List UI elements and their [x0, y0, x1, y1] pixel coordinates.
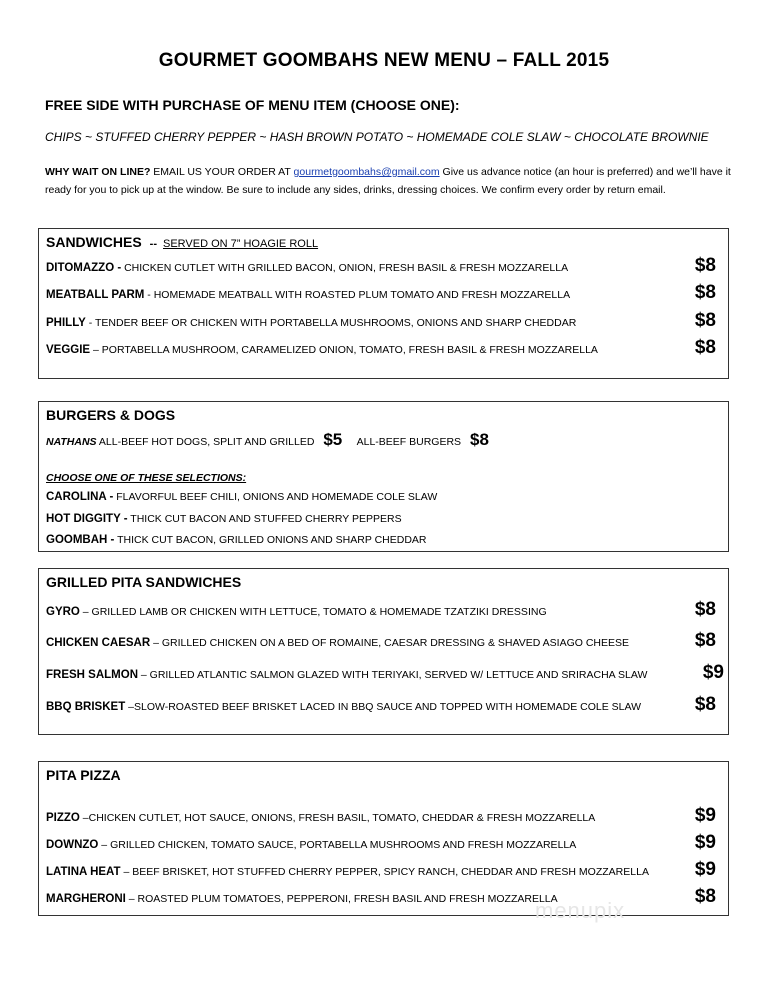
burgers-heading: BURGERS & DOGS — [46, 407, 176, 423]
item-name: CHICKEN CAESAR — [46, 637, 151, 649]
item-desc: – GRILLED ATLANTIC SALMON GLAZED WITH TERIYAKI, SERVED W/ LETTUCE AND SRIRACHA SLAW — [138, 669, 648, 681]
dogs-burgers-line — [46, 430, 501, 450]
item-desc: – GRILLED CHICKEN, TOMATO SAUCE, PORTABELLA MUSHROOMS AND FRESH MOZZARELLA — [98, 839, 577, 851]
menu-item — [46, 491, 437, 503]
why-text-1: EMAIL US YOUR ORDER AT — [150, 166, 294, 178]
item-name: HOT DIGGITY - — [46, 513, 128, 525]
item-name: GYRO — [46, 606, 80, 618]
item-name: FRESH SALMON — [46, 669, 138, 681]
why-text-2: Give us advance notice (an hour is preferred) and we’ll have it ready for you to pick up at the window. Be sure to include any sides, drinks, dressing choices. We confirm every order by return email. — [45, 166, 731, 196]
item-desc: - HOMEMADE MEATBALL WITH ROASTED PLUM TOMATO AND FRESH MOZZARELLA — [144, 289, 571, 301]
item-desc: – GRILLED CHICKEN ON A BED OF ROMAINE, CAESAR DRESSING & SHAVED ASIAGO CHEESE — [150, 637, 629, 649]
sides-list: CHIPS ~ STUFFED CHERRY PEPPER ~ HASH BROWN POTATO ~ HOMEMADE COLE SLAW ~ CHOCOLATE BROWNIE — [45, 130, 709, 144]
item-desc: THICK CUT BACON AND STUFFED CHERRY PEPPERS — [127, 513, 402, 525]
menu-item — [46, 262, 568, 274]
item-desc: – ROASTED PLUM TOMATOES, PEPPERONI, FRESH BASIL AND FRESH MOZZARELLA — [125, 893, 558, 905]
burgers-section — [38, 401, 729, 552]
menu-item — [46, 893, 558, 905]
sandwiches-subheading: SERVED ON 7” HOAGIE ROLL — [163, 238, 319, 250]
pita-section — [38, 568, 729, 735]
burgers-text: ALL-BEEF BURGERS — [356, 436, 462, 448]
item-desc: – BEEF BRISKET, HOT STUFFED CHERRY PEPPER, SPICY RANCH, CHEDDAR AND FRESH MOZZARELLA — [120, 866, 649, 878]
item-desc: –CHICKEN CUTLET, HOT SAUCE, ONIONS, FRESH BASIL, TOMATO, CHEDDAR & FRESH MOZZARELLA — [79, 812, 596, 824]
item-name: BBQ BRISKET — [46, 701, 126, 713]
item-desc: CHICKEN CUTLET WITH GRILLED BACON, ONION, FRESH BASIL & FRESH MOZZARELLA — [121, 262, 569, 274]
item-price: $8 — [694, 310, 716, 331]
item-price: $8 — [694, 886, 716, 907]
item-name: MARGHERONI — [46, 893, 126, 905]
pizza-heading: PITA PIZZA — [46, 767, 121, 783]
choose-text: CHOOSE ONE OF THESE SELECTIONS: — [46, 472, 247, 484]
item-desc: –SLOW-ROASTED BEEF BRISKET LACED IN BBQ SAUCE AND TOPPED WITH HOMEMADE COLE SLAW — [125, 701, 642, 713]
item-desc: – GRILLED LAMB OR CHICKEN WITH LETTUCE, TOMATO & HOMEMADE TZATZIKI DRESSING — [79, 606, 547, 618]
item-price: $8 — [694, 599, 716, 620]
email-link[interactable]: gourmetgoombahs@gmail.com — [293, 166, 440, 178]
item-name: LATINA HEAT — [46, 866, 121, 878]
watermark: menupix — [535, 898, 626, 923]
item-price: $8 — [694, 630, 716, 651]
dogs-price: $5 — [323, 430, 343, 449]
free-side-heading: FREE SIDE WITH PURCHASE OF MENU ITEM (CHOOSE ONE): — [45, 97, 460, 113]
sandwiches-title: SANDWICHES — [46, 234, 142, 250]
menu-item — [46, 344, 598, 356]
item-name: PHILLY — [46, 317, 86, 329]
menu-item — [46, 606, 547, 618]
item-price: $9 — [694, 805, 716, 826]
menu-title: GOURMET GOOMBAHS NEW MENU – FALL 2015 — [158, 50, 610, 71]
dogs-text: ALL-BEEF HOT DOGS, SPLIT AND GRILLED — [96, 436, 315, 448]
item-desc: – PORTABELLA MUSHROOM, CARAMELIZED ONION, TOMATO, FRESH BASIL & FRESH MOZZARELLA — [90, 344, 598, 356]
menu-item — [46, 534, 427, 546]
menu-item — [46, 839, 576, 851]
menu-item — [46, 289, 570, 301]
choose-label — [46, 472, 246, 484]
sandwiches-heading — [46, 234, 318, 250]
sandwiches-dash: -- — [149, 238, 157, 250]
item-price: $9 — [702, 662, 724, 683]
menu-item — [46, 317, 576, 329]
order-notice — [45, 163, 735, 199]
item-name: MEATBALL PARM — [46, 289, 145, 301]
item-price: $9 — [694, 832, 716, 853]
item-desc: FLAVORFUL BEEF CHILI, ONIONS AND HOMEMADE COLE SLAW — [113, 491, 438, 503]
item-name: PIZZO — [46, 812, 80, 824]
pizza-section — [38, 761, 729, 916]
menu-item — [46, 812, 595, 824]
menu-item — [46, 701, 641, 713]
item-price: $8 — [694, 337, 716, 358]
item-price: $8 — [694, 694, 716, 715]
menu-item — [46, 866, 649, 878]
menu-item — [46, 669, 647, 681]
item-name: GOOMBAH - — [46, 534, 115, 546]
item-desc: THICK CUT BACON, GRILLED ONIONS AND SHARP CHEDDAR — [114, 534, 427, 546]
item-price: $8 — [694, 255, 716, 276]
nathans-label: NATHANS — [46, 436, 97, 448]
menu-item — [46, 637, 629, 649]
why-lead: WHY WAIT ON LINE? — [45, 166, 151, 178]
item-name: DOWNZO — [46, 839, 99, 851]
sandwiches-section — [38, 228, 729, 379]
item-name: CAROLINA - — [46, 491, 114, 503]
pita-heading: GRILLED PITA SANDWICHES — [46, 574, 242, 590]
item-desc: - TENDER BEEF OR CHICKEN WITH PORTABELLA MUSHROOMS, ONIONS AND SHARP CHEDDAR — [85, 317, 577, 329]
item-price: $9 — [694, 859, 716, 880]
item-name: VEGGIE — [46, 344, 91, 356]
item-price: $8 — [694, 282, 716, 303]
menu-item — [46, 513, 402, 525]
burgers-price: $8 — [469, 430, 489, 449]
item-name: DITOMAZZO - — [46, 262, 122, 274]
